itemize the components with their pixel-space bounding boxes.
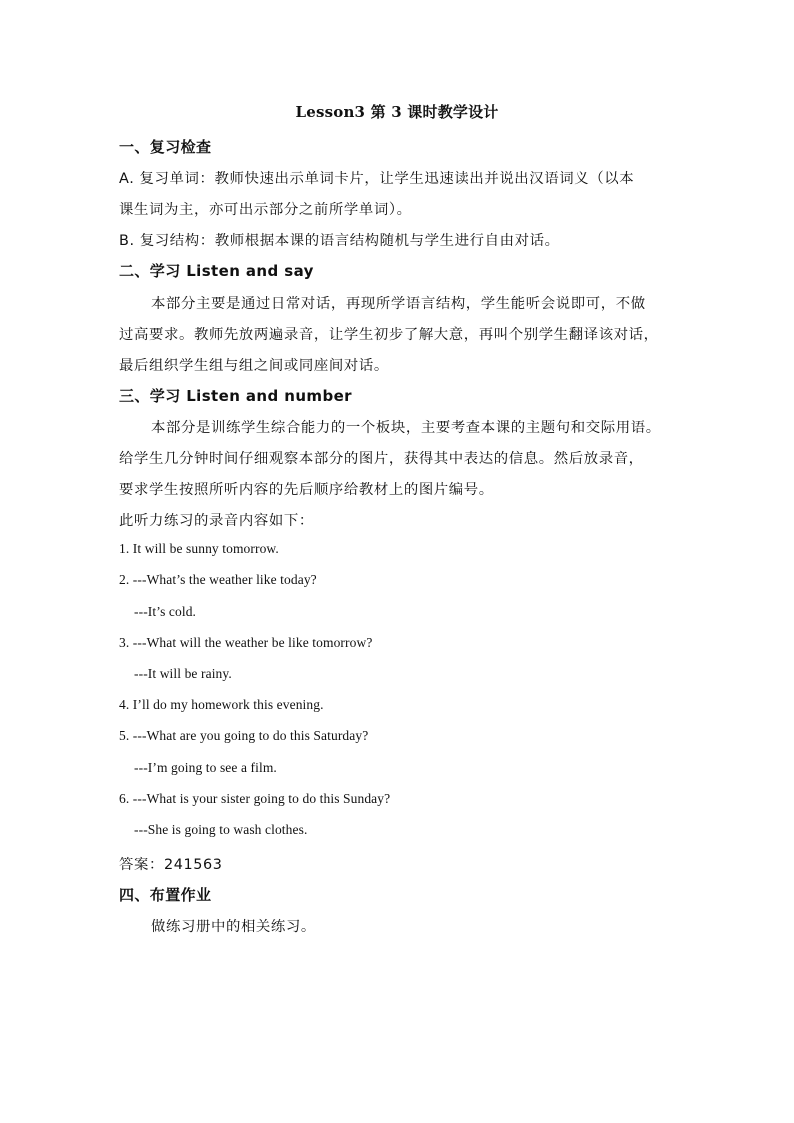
listening-item: 2. ---What’s the weather like today? xyxy=(119,572,317,587)
listening-item: 1. It will be sunny tomorrow. xyxy=(119,541,279,556)
section-2-heading: 二、学习 Listen and say xyxy=(119,262,314,280)
section-1-line-a2: 课生词为主，亦可出示部分之前所学单词）。 xyxy=(119,202,412,218)
listening-item: ---It will be rainy. xyxy=(134,666,232,681)
listening-item: ---She is going to wash clothes. xyxy=(134,822,308,837)
section-2-para-line-3: 最后组织学生组与组之间或同座间对话。 xyxy=(119,358,389,374)
section-3-para-line-1: 本部分是训练学生综合能力的一个板块，主要考查本课的主题句和交际用语。 xyxy=(151,420,661,436)
section-3-heading: 三、学习 Listen and number xyxy=(119,387,352,405)
listening-intro: 此听力练习的录音内容如下： xyxy=(119,513,314,529)
section-4-para: 做练习册中的相关练习。 xyxy=(151,919,316,935)
section-1-line-a1: A. 复习单词：教师快速出示单词卡片，让学生迅速读出并说出汉语词义（以本 xyxy=(119,171,635,187)
answer-line: 答案：241563 xyxy=(119,857,223,873)
document-title: Lesson3 第 3 课时教学设计 xyxy=(295,103,499,121)
section-2-para-line-2: 过高要求。教师先放两遍录音，让学生初步了解大意，再叫个别学生翻译该对话， xyxy=(119,327,659,343)
listening-item: 6. ---What is your sister going to do this Sunday? xyxy=(119,791,391,806)
section-3-para-line-2: 给学生几分钟时间仔细观察本部分的图片，获得其中表达的信息。然后放录音， xyxy=(119,451,644,467)
listening-item: 5. ---What are you going to do this Saturday? xyxy=(119,728,369,743)
listening-item: ---I’m going to see a film. xyxy=(134,760,277,775)
section-4-heading: 四、布置作业 xyxy=(119,886,212,904)
section-1-heading: 一、复习检查 xyxy=(119,138,212,156)
listening-item: 3. ---What will the weather be like tomorrow? xyxy=(119,635,373,650)
listening-item: 4. I’ll do my homework this evening. xyxy=(119,697,324,712)
section-1-line-b: B. 复习结构：教师根据本课的语言结构随机与学生进行自由对话。 xyxy=(119,233,560,249)
listening-item: ---It’s cold. xyxy=(134,604,197,619)
section-3-para-line-3: 要求学生按照所听内容的先后顺序给教材上的图片编号。 xyxy=(119,482,494,498)
section-2-para-line-1: 本部分主要是通过日常对话，再现所学语言结构，学生能听会说即可，不做 xyxy=(151,296,646,312)
